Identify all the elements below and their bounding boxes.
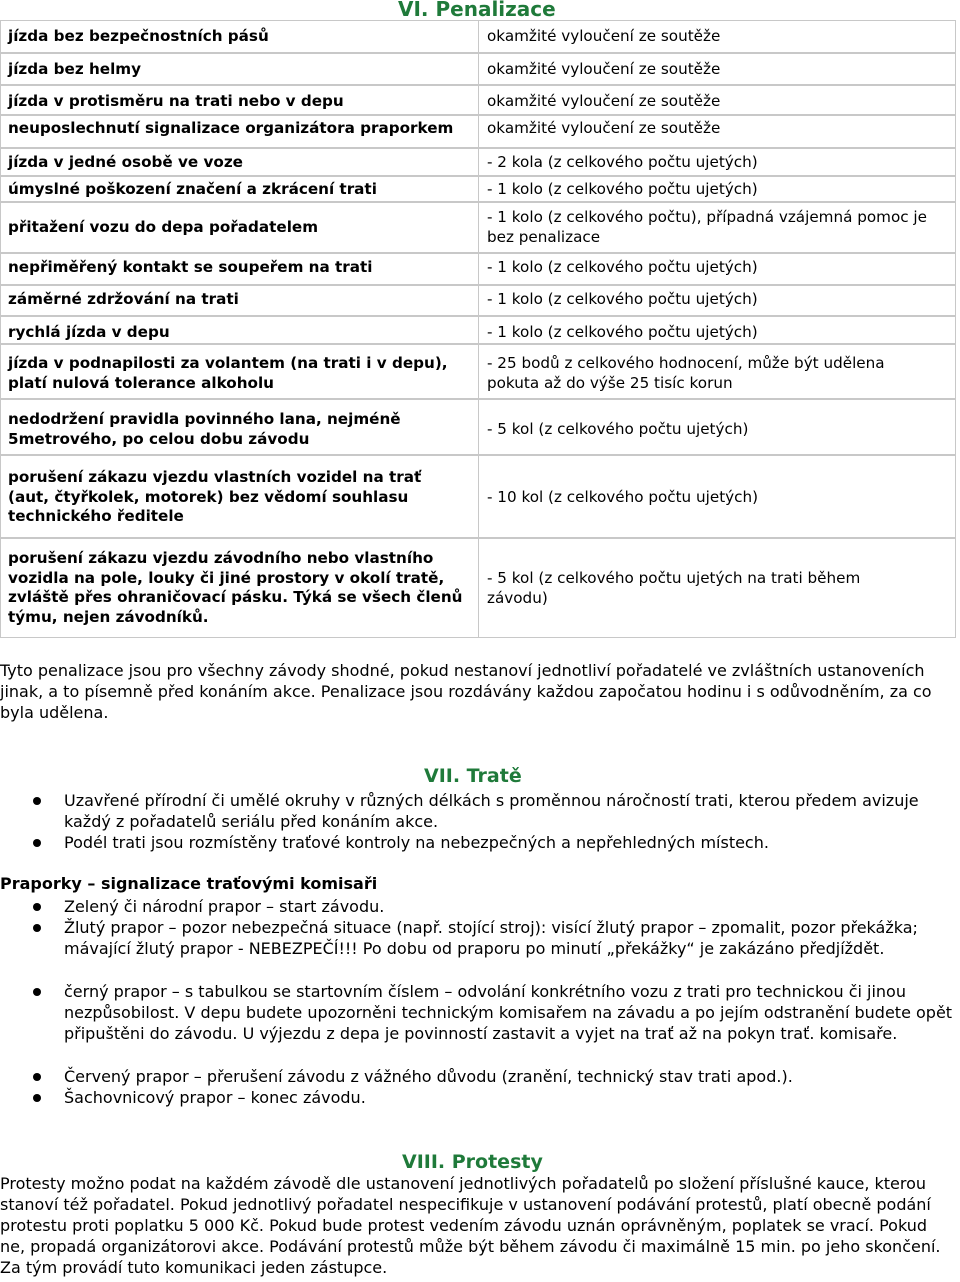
table-row [0,253,956,285]
bullet-icon [33,1073,41,1081]
penalty-cell: okamžité vyloučení ze soutěže [487,60,721,78]
table-row [0,85,956,115]
penalty-cell: - 1 kolo (z celkového počtu ujetých) [487,323,758,341]
penalty-cell: - 1 kolo (z celkového počtu ujetých) [487,180,758,198]
bullet-icon [33,839,41,847]
table-row [0,316,956,344]
penalty-cell: - 25 bodů z celkového hodnocení, může být udělena pokuta až do výše 25 tisíc korun [487,354,885,392]
penalty-cell: - 1 kolo (z celkového počtu ujetých) [487,258,758,276]
table-row [0,344,956,399]
offense-cell: jízda v podnapilosti za volantem (na trati i v depu), platí nulová tolerance alkoholu [8,354,448,392]
section-title-protests: VIII. Protesty [402,1151,543,1173]
bullet-icon [33,903,41,911]
offense-cell: rychlá jízda v depu [8,323,170,341]
table-row [0,285,956,316]
offense-cell: záměrné zdržování na trati [8,290,239,308]
penalty-cell: - 5 kol (z celkového počtu ujetých na trati během závodu) [487,569,861,607]
penalty-cell: - 2 kola (z celkového počtu ujetých) [487,153,758,171]
offense-cell: úmyslné poškození značení a zkrácení trati [8,180,377,198]
bullet-icon [33,988,41,996]
bullet-icon [33,924,41,932]
offense-cell: porušení zákazu vjezdu vlastních vozidel na trať (aut, čtyřkolek, motorek) bez vědomí souhlasu technického ředitele [8,468,422,525]
table-row [0,455,956,538]
table-row [0,538,956,638]
protests-text: Protesty možno podat na každém závodě dle ustanovení jednotlivých pořadatelů po složení příslušné kauce, kterou stanoví též pořadatel. Pokud jednotlivý pořadatel nespecifikuje v ustanovení podávání protestů, platí obecně podání protestu proti poplatku 5 000 Kč. Pokud bude protest vedením závodu uznán oprávněným, poplatek se vrací. Pokud ne, propadá organizátorovi akce. Podávání protestů může být během závodu či maximálně 15 min. po jeho skončení. Za tým provádí tuto komunikaci jeden zástupce. [0,1174,941,1277]
flags-subtitle: Praporky – signalizace traťovými komisaři [0,874,378,893]
offense-cell: nedodržení pravidla povinného lana, nejméně 5metrového, po celou dobu závodu [8,410,401,448]
offense-cell: přitažení vozu do depa pořadatelem [8,218,319,236]
offense-cell: porušení zákazu vjezdu závodního nebo vlastního vozidla na pole, louky či jiné prostory v okolí tratě, zvláště přes ohraničovací pásku. Týká se všech členů týmu, nejen závodníků. [8,549,463,626]
section-title-tracks: VII. Tratě [424,765,522,787]
table-row [0,20,956,53]
table-row [0,176,956,202]
penalty-cell: - 1 kolo (z celkového počtu ujetých) [487,290,758,308]
bullet-icon [33,1094,41,1102]
penalties-note: Tyto penalizace jsou pro všechny závody shodné, pokud nestanoví jednotliví pořadatelé ve zvláštních ustanoveních jinak, a to písemně před konáním akce. Penalizace jsou rozdávány každou započatou hodinu i s odůvodněním, za co byla udělena. [0,661,932,722]
penalty-cell: okamžité vyloučení ze soutěže [487,27,721,45]
penalty-cell: - 5 kol (z celkového počtu ujetých) [487,420,749,438]
table-row [0,399,956,455]
table-row [0,53,956,85]
bullet-icon [33,797,41,805]
offense-cell: nepřiměřený kontakt se soupeřem na trati [8,258,373,276]
offense-cell: jízda bez helmy [8,60,142,78]
penalty-cell: okamžité vyloučení ze soutěže [487,119,721,137]
penalty-cell: okamžité vyloučení ze soutěže [487,92,721,110]
table-row [0,115,956,148]
table-row [0,202,956,253]
section-title-penalties: VI. Penalizace [398,0,556,21]
offense-cell: jízda bez bezpečnostních pásů [8,27,269,45]
offense-cell: jízda v protisměru na trati nebo v depu [8,92,344,110]
table-row [0,148,956,176]
penalty-cell: - 10 kol (z celkového počtu ujetých) [487,488,759,506]
penalty-cell: - 1 kolo (z celkového počtu), případná vzájemná pomoc je bez penalizace [487,208,927,246]
offense-cell: neuposlechnutí signalizace organizátora praporkem [8,119,454,137]
offense-cell: jízda v jedné osobě ve voze [8,153,243,171]
